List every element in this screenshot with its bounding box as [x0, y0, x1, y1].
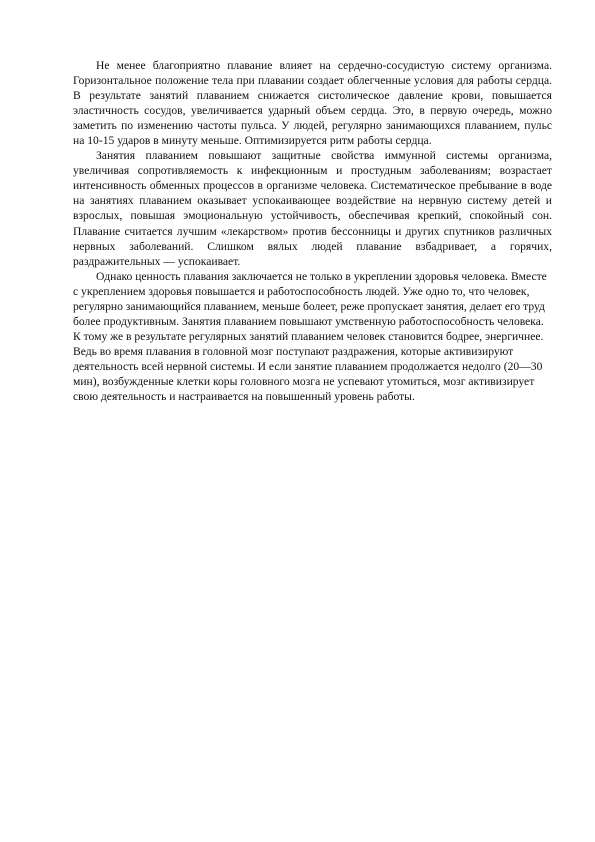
paragraph-work-capacity: Однако ценность плавания заключается не только в укреплении здоровья человека. Вместе с укреплением здоровья повышается и работоспособность людей. Уже одно то, что человек, регулярно занимающийся плаванием, меньше болеет, реже пропускает занятия, делает его труд более продуктивным. Занятия плаванием повышают умственную работоспособность человека. К тому же в результате регулярных занятий плаванием человек становится бодрее, энергичнее. Ведь во время плавания в головной мозг поступают раздражения, которые активизируют деятельность всей нервной системы. И если занятие плаванием продолжается недолго (20—30 мин), возбужденные клетки коры головного мозга не успевают утомиться, мозг активизирует свою деятельность и настраивается на повышенный уровень работы. — [73, 269, 547, 404]
body-text — [73, 58, 552, 404]
paragraph-immune-system: Занятия плаванием повышают защитные свойства иммунной системы организма, увеличивая сопротивляемость к инфекционным и простудным заболеваниям; возрастает интенсивность обменных процессов в организме человека. Систематическое пребывание в воде на занятиях плаванием оказывает успокаивающее воздействие на нервную систему детей и взрослых, повышая эмоциональную устойчивость, обеспечивая крепкий, спокойный сон. Плавание считается лучшим «лекарством» против бессонницы и других спутников различных нервных заболеваний. Слишком вялых людей плавание взбадривает, а горячих, раздражительных — успокаивает. — [73, 149, 552, 268]
paragraph-cardiovascular: Не менее благоприятно плавание влияет на сердечно-сосудистую систему организма. Горизонтальное положение тела при плавании создает облегченные условия для работы сердца. В результате занятий плаванием снижается систолическое давление крови, повышается эластичность сосудов, увеличивается ударный объем сердца. Это, в первую очередь, можно заметить по изменению частоты пульса. У людей, регулярно занимающихся плаванием, пульс на 10-15 ударов в минуту меньше. Оптимизируется ритм работы сердца. — [73, 59, 552, 148]
